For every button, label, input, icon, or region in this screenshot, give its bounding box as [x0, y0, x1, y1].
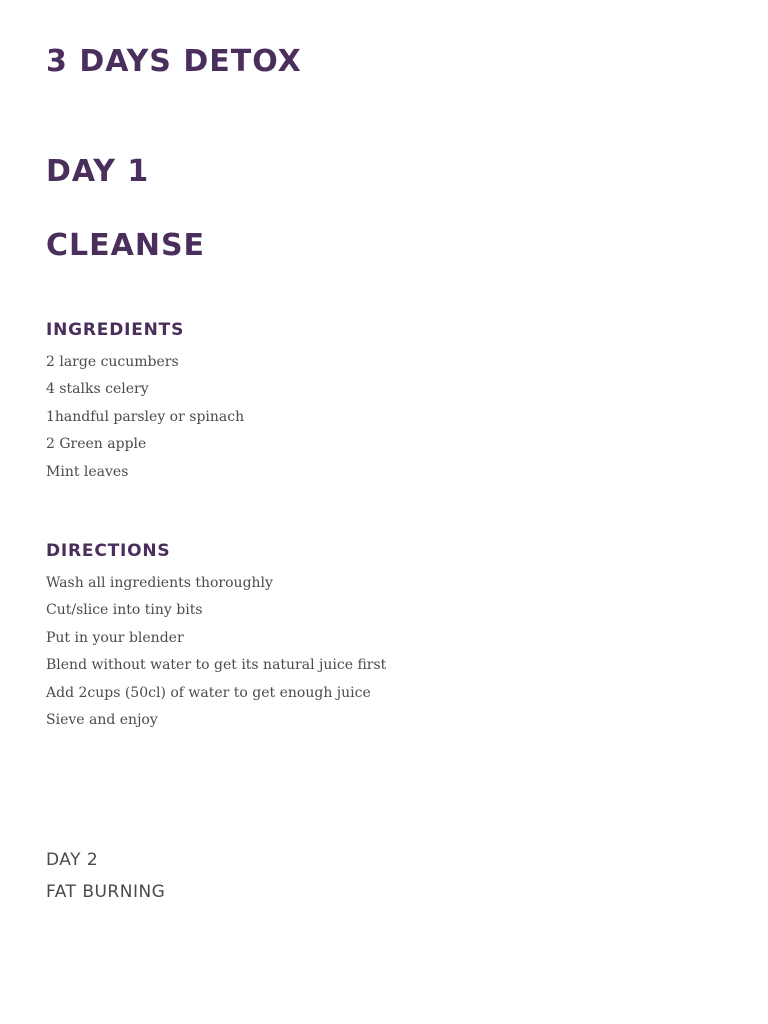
direction-step: Sieve and enjoy: [46, 712, 158, 729]
next-day-title: DAY 2: [46, 850, 99, 870]
direction-step: Blend without water to get its natural juice first: [46, 657, 387, 674]
ingredient-item: 2 large cucumbers: [46, 354, 179, 370]
ingredients-list: [46, 349, 244, 486]
ingredient-item: 4 stalks celery: [46, 381, 149, 398]
day-title: DAY 1: [46, 154, 150, 189]
ingredient-item: 2 Green apple: [46, 436, 147, 453]
directions-heading: DIRECTIONS: [46, 541, 171, 561]
ingredients-heading: INGREDIENTS: [46, 320, 185, 340]
ingredient-item: 1handful parsley or spinach: [46, 408, 245, 425]
phase-title: CLEANSE: [46, 228, 206, 263]
ingredient-item: Mint leaves: [46, 463, 129, 480]
document-title: 3 DAYS DETOX: [46, 44, 302, 79]
next-day-phase: FAT BURNING: [46, 882, 166, 902]
direction-step: Wash all ingredients thoroughly: [46, 575, 273, 591]
directions-list: [46, 570, 386, 734]
direction-step: Add 2cups (50cl) of water to get enough juice: [46, 684, 371, 701]
direction-step: Cut/slice into tiny bits: [46, 602, 203, 619]
direction-step: Put in your blender: [46, 629, 184, 646]
